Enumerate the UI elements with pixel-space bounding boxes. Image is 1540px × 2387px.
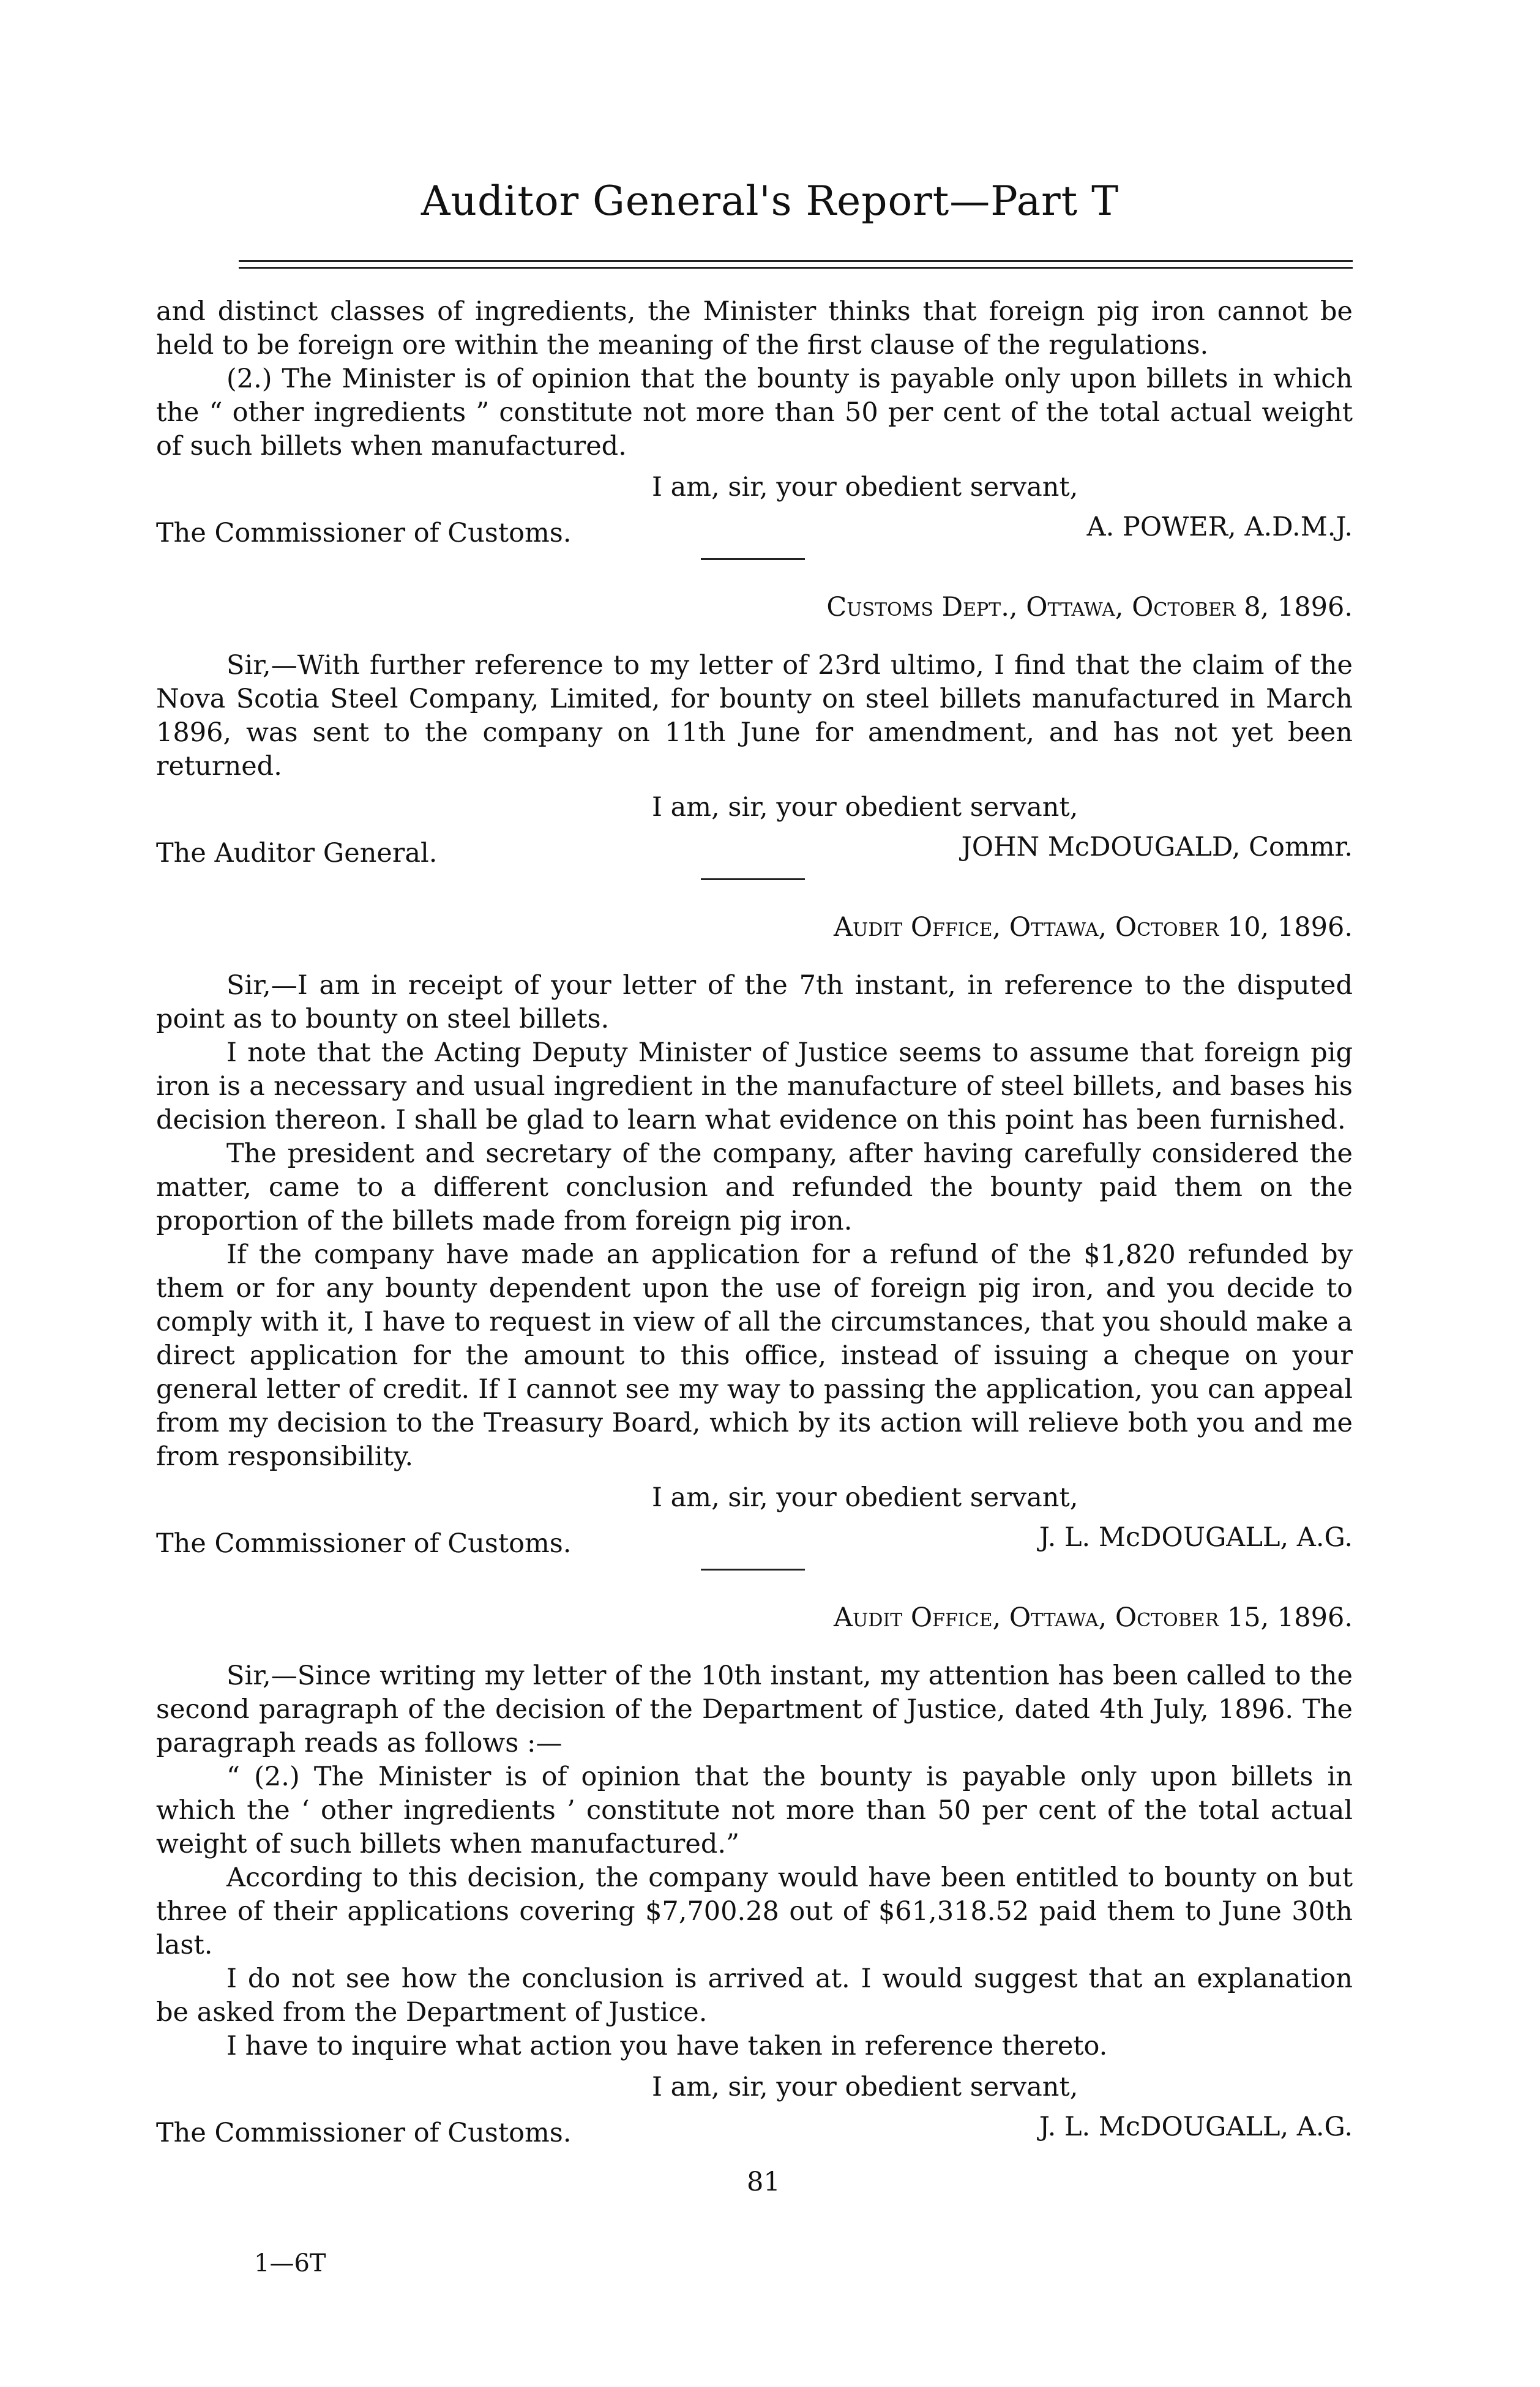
- letter-divider: [701, 558, 805, 560]
- letter4-quote: “ (2.) The Minister is of opinion that the bounty is payable only upon billets in which the ‘ other ingredients ’ constitute not more than 50 per cent of the total actual weight of such billets when manufactured.”: [156, 1761, 1353, 1859]
- letter4-paragraph-3: I do not see how the conclusion is arrived at. I would suggest that an explanation be asked from the Department of Justice.: [156, 1963, 1353, 2028]
- page-header: Auditor General's Report—Part T: [421, 177, 1119, 225]
- signature-mark: 1—6T: [254, 2249, 326, 2277]
- letter1-paragraph-2: (2.) The Minister is of opinion that the bounty is payable only upon billets in which the “ other ingredients ” constitute not more than 50 per cent of the total actual weight of such billets when manufactured.: [156, 364, 1353, 461]
- header-rule-top: [239, 260, 1353, 262]
- letter2-signature: JOHN McDOUGALD, Commr.: [961, 832, 1353, 862]
- letter-power: [156, 295, 1353, 560]
- letter4-paragraph-4: I have to inquire what action you have taken in reference thereto.: [226, 2031, 1108, 2061]
- letter4-paragraph-2: According to this decision, the company would have been entitled to bounty on but three of their applications covering $7,700.28 out of $61,318.52 paid them to June 30th last.: [156, 1862, 1353, 1960]
- letter3-paragraph-2: I note that the Acting Deputy Minister of Justice seems to assume that foreign pig iron is a necessary and usual ingredient in the manufacture of steel billets, and bases his decision thereon. I shall be glad to learn what evidence on this point has been furnished.: [156, 1037, 1353, 1135]
- letter1-closing: I am, sir, your obedient servant,: [652, 472, 1078, 502]
- letter-mcdougall-oct10: [156, 911, 1353, 1571]
- letter1-addressee: The Commissioner of Customs.: [156, 518, 572, 548]
- letter1-paragraph-1: and distinct classes of ingredients, the Minister thinks that foreign pig iron cannot be held to be foreign ore within the meaning of the first clause of the regulations.: [156, 296, 1353, 360]
- letter3-paragraph-4: If the company have made an application for a refund of the $1,820 refunded by them or for any bounty dependent upon the use of foreign pig iron, and you decide to comply with it, I have to request in view of all the circumstances, that you should make a direct application for the amount to this office, instead of issuing a cheque on your general letter of credit. If I cannot see my way to passing the application, you can appeal from my decision to the Treasury Board, which by its action will relieve both you and me from responsibility.: [156, 1239, 1353, 1472]
- letter2-closing: I am, sir, your obedient servant,: [652, 792, 1078, 823]
- header-rule-bottom: [239, 267, 1353, 269]
- letter3-paragraph-1: Sir,—I am in receipt of your letter of the 7th instant, in reference to the disputed point as to bounty on steel billets.: [156, 970, 1353, 1034]
- letter4-addressee: The Commissioner of Customs.: [156, 2118, 572, 2148]
- letter-divider: [701, 1569, 805, 1571]
- letter3-dateline: Audit Office, Ottawa, October 10, 1896.: [834, 912, 1353, 943]
- letter1-signature-row: [156, 510, 1353, 547]
- letter3-addressee: The Commissioner of Customs.: [156, 1528, 572, 1559]
- letter4-signature-row: [156, 2110, 1353, 2147]
- letter2-signature-row: [156, 831, 1353, 867]
- page-number: 81: [747, 2167, 780, 2197]
- letter3-paragraph-3: The president and secretary of the company, after having carefully considered the matter, came to a different conclusion and refunded the bounty paid them on the proportion of the billets made from foreign pig iron.: [156, 1138, 1353, 1236]
- letter3-signature-row: [156, 1521, 1353, 1558]
- letter4-closing: I am, sir, your obedient servant,: [652, 2072, 1078, 2102]
- letter-divider: [701, 878, 805, 880]
- letter4-dateline: Audit Office, Ottawa, October 15, 1896.: [834, 1602, 1353, 1633]
- letter-mcdougald: [156, 591, 1353, 880]
- document-body: [156, 295, 1353, 2147]
- letter3-closing: I am, sir, your obedient servant,: [652, 1482, 1078, 1513]
- letter2-dateline: Customs Dept., Ottawa, October 8, 1896.: [826, 592, 1353, 622]
- letter4-signature: J. L. McDOUGALL, A.G.: [1039, 2112, 1353, 2142]
- letter2-paragraph-1: Sir,—With further reference to my letter of 23rd ultimo, I find that the claim of the Nova Scotia Steel Company, Limited, for bounty on steel billets manufactured in March 1896, was sent to the company on 11th June for amendment, and has not yet been returned.: [156, 650, 1353, 782]
- letter-mcdougall-oct15: [156, 1601, 1353, 2147]
- letter2-addressee: The Auditor General.: [156, 838, 438, 869]
- letter1-signature: A. POWER, A.D.M.J.: [1086, 512, 1353, 542]
- letter3-signature: J. L. McDOUGALL, A.G.: [1039, 1522, 1353, 1553]
- letter4-paragraph-1: Sir,—Since writing my letter of the 10th instant, my attention has been called to the second paragraph of the decision of the Department of Justice, dated 4th July, 1896. The paragraph reads as follows :—: [156, 1660, 1353, 1758]
